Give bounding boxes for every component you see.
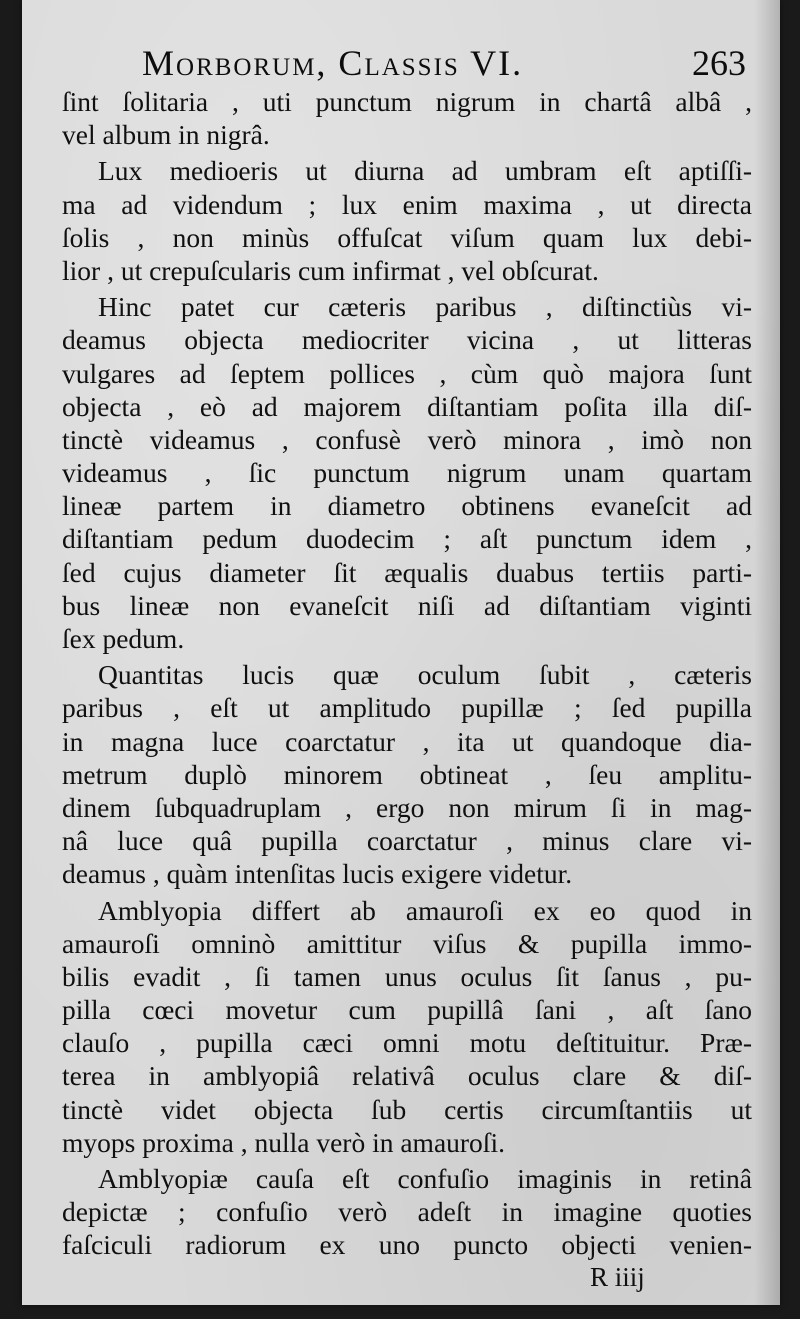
text-line: Hinc patet cur cæteris paribus , diſtinctiùs vi-: [98, 291, 752, 323]
text-line: ma ad videndum ; lux enim maxima , ut directa: [62, 188, 752, 220]
text-line: depictæ ; confuſio verò adeſt in imagine quoties: [62, 1196, 752, 1228]
paragraph: [62, 154, 752, 287]
text-line: terea in amblyopiâ relativâ oculus clare & diſ-: [62, 1060, 752, 1092]
text-line: Amblyopia differt ab amauroſi ex eo quod in: [98, 894, 752, 926]
text-line: myops proxima , nulla verò in amauroſi.: [62, 1126, 505, 1158]
text-line: dinem ſubquadruplam , ergo non mirum ſi in mag-: [62, 791, 752, 823]
text-line: clauſo , pupilla cæci omni motu deſtituitur. Præ-: [62, 1027, 752, 1059]
text-line: in magna luce coarctatur , ita ut quandoque dia-: [62, 725, 752, 757]
text-line: bus lineæ non evaneſcit niſi ad diſtantiam viginti: [62, 589, 752, 621]
text-line: vulgares ad ſeptem pollices , cùm quò majora ſunt: [62, 357, 752, 389]
text-line: ſex pedum.: [62, 623, 185, 654]
running-head: Morborum, Classis VI.: [142, 43, 524, 83]
text-body: [62, 85, 752, 1265]
paragraph: [62, 894, 752, 1160]
text-line: faſciculi radiorum ex uno puncto objecti venien-: [62, 1229, 752, 1261]
paragraph: [62, 658, 752, 890]
text-line: bilis evadit , ſi tamen unus oculus ſit ſanus , pu-: [62, 960, 752, 992]
text-line: paribus , eſt ut amplitudo pupillæ ; ſed pupilla: [62, 692, 752, 724]
text-line: pilla cœci movetur cum pupillâ ſani , aſt ſano: [62, 994, 752, 1026]
text-line: Amblyopiæ cauſa eſt confuſio imaginis in retinâ: [98, 1163, 752, 1194]
paragraph: [62, 1162, 752, 1262]
text-line: ſint ſolitaria , uti punctum nigrum in chartâ albâ ,: [62, 86, 752, 117]
text-line: metrum duplò minorem obtineat , ſeu amplitu-: [62, 758, 752, 790]
text-line: nâ luce quâ pupilla coarctatur , minus clare vi-: [62, 825, 752, 857]
text-line: ſed cujus diameter ſit æqualis duabus tertiis parti-: [62, 556, 752, 588]
text-line: lineæ partem in diametro obtinens evaneſcit ad: [62, 490, 752, 522]
text-line: lior , ut crepuſcularis cum infirmat , vel obſcurat.: [62, 254, 599, 286]
text-line: tinctè videt objecta ſub certis circumſtantiis ut: [62, 1093, 752, 1125]
text-line: vel album in nigrâ.: [62, 119, 270, 151]
signature-mark: R iiij: [590, 1262, 645, 1292]
book-page: [22, 0, 780, 1305]
paragraph: [62, 85, 752, 151]
text-line: Quantitas lucis quæ oculum ſubit , cæteris: [98, 659, 752, 691]
text-line: deamus , quàm intenſitas lucis exigere videtur.: [62, 858, 573, 890]
text-line: videamus , ſic punctum nigrum unam quartam: [62, 457, 752, 489]
text-line: diſtantiam pedum duodecim ; aſt punctum idem ,: [62, 523, 752, 555]
paragraph: [62, 290, 752, 655]
text-line: Lux medioeris ut diurna ad umbram eſt aptiſſi-: [98, 155, 752, 187]
text-line: objecta , eò ad majorem diſtantiam poſita illa diſ-: [62, 390, 752, 422]
text-line: deamus objecta mediocriter vicina , ut litteras: [62, 324, 752, 356]
text-line: amauroſi omninò amittitur viſus & pupilla immo-: [62, 927, 752, 959]
page-number: 263: [692, 43, 746, 83]
text-line: ſolis , non minùs offuſcat viſum quam lux debi-: [62, 221, 752, 253]
text-line: tinctè videamus , confusè verò minora , imò non: [62, 423, 752, 455]
